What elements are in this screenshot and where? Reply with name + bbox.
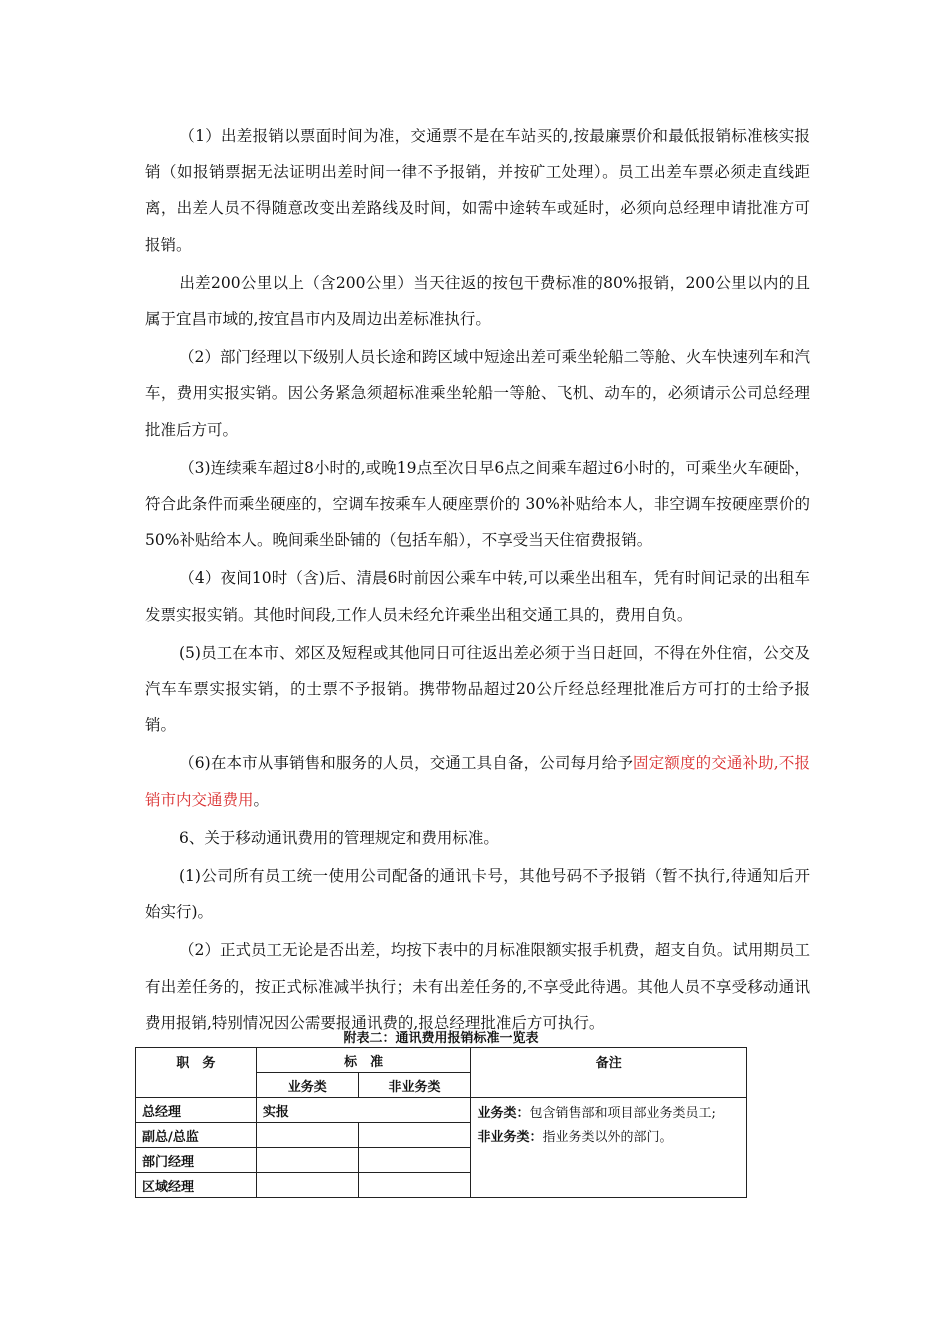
paragraph-5: （4）夜间10时（含)后、清晨6时前因公乘车中转,可以乘坐出租车，凭有时间记录的出租车发票实报实销。其他时间段,工作人员未经允许乘坐出租交通工具的，费用自负。 xyxy=(145,569,810,624)
remark-business: 业务类：包含销售部和项目部业务类员工; xyxy=(477,1106,716,1121)
paragraph-4: （3)连续乘车超过8小时的,或晚19点至次日早6点之间乘车超过6小时的，可乘坐火车硬卧，符合此条件而乘坐硬座的，空调车按乘车人硬座票价的 30%补贴给本人，非空调车按硬座票价的50%补贴给本人。晚间乘坐卧铺的（包括车船），不享受当天住宿费报销。 xyxy=(145,458,810,550)
remark-cell xyxy=(471,1098,747,1198)
remark-non-business: 非业务类：指业务类以外的部门。 xyxy=(477,1130,673,1145)
paragraph-10: （2）正式员工无论是否出差，均按下表中的月标准限额实报手机费，超支自负。试用期员工有出差任务的，按正式标准减半执行；未有出差任务的,不享受此待遇。其他人员不享受移动通讯费用报销,特别情况因公需要报通讯费的,报总经理批准后方可执行。 xyxy=(145,941,810,1032)
row-non-business-value xyxy=(358,1123,471,1148)
header-non-business: 非业务类 xyxy=(358,1073,471,1098)
row-business-value xyxy=(256,1173,358,1198)
row-business-value: 实报 xyxy=(256,1098,471,1123)
row-business-value xyxy=(256,1148,358,1173)
highlight-text: 固定额度的交通补助,不报销市内交通费用 xyxy=(145,754,810,809)
reimbursement-table xyxy=(135,1047,747,1198)
table-title: 附表二：通讯费用报销标准一览表 xyxy=(343,1031,539,1046)
section-heading-6: 6、关于移动通讯费用的管理规定和费用标准。 xyxy=(179,828,499,847)
row-non-business-value xyxy=(358,1173,471,1198)
paragraph-1: （1）出差报销以票面时间为准，交通票不是在车站买的,按最廉票价和最低报销标准核实报销（如报销票据无法证明出差时间一律不予报销，并按矿工处理）。员工出差车票必须走直线距离，出差人员不得随意改变出差路线及时间，如需中途转车或延时，必须向总经理申请批准方可报销。 xyxy=(145,127,810,254)
header-remark: 备注 xyxy=(471,1048,747,1098)
row-position: 副总/总监 xyxy=(136,1123,257,1148)
paragraph-6: (5)员工在本市、郊区及短程或其他同日可往返出差必须于当日赶回，不得在外住宿，公交及汽车车票实报实销，的士票不予报销。携带物品超过20公斤经总经理批准后方可打的士给予报销。 xyxy=(145,643,810,735)
paragraph-7: （6)在本市从事销售和服务的人员，交通工具自备，公司每月给予固定额度的交通补助,不报销市内交通费用。 xyxy=(145,754,810,809)
paragraph-9: (1)公司所有员工统一使用公司配备的通讯卡号，其他号码不予报销（暂不执行,待通知后开始实行)。 xyxy=(145,867,810,922)
row-business-value xyxy=(256,1123,358,1148)
table-row xyxy=(136,1098,747,1123)
paragraph-3: （2）部门经理以下级别人员长途和跨区域中短途出差可乘坐轮船二等舱、火车快速列车和汽车，费用实报实销。因公务紧急须超标准乘坐轮船一等舱、飞机、动车的，必须请示公司总经理批准后方可。 xyxy=(145,348,810,439)
row-position: 部门经理 xyxy=(136,1148,257,1173)
header-standard: 标 准 xyxy=(256,1048,471,1073)
document-body xyxy=(145,118,810,1041)
paragraph-2: 出差200公里以上（含200公里）当天往返的按包干费标准的80%报销，200公里以内的且属于宜昌市域的,按宜昌市内及周边出差标准执行。 xyxy=(145,273,810,329)
row-position: 总经理 xyxy=(136,1098,257,1123)
row-non-business-value xyxy=(358,1148,471,1173)
header-position: 职 务 xyxy=(136,1048,257,1098)
header-business: 业务类 xyxy=(256,1073,358,1098)
row-position: 区域经理 xyxy=(136,1173,257,1198)
